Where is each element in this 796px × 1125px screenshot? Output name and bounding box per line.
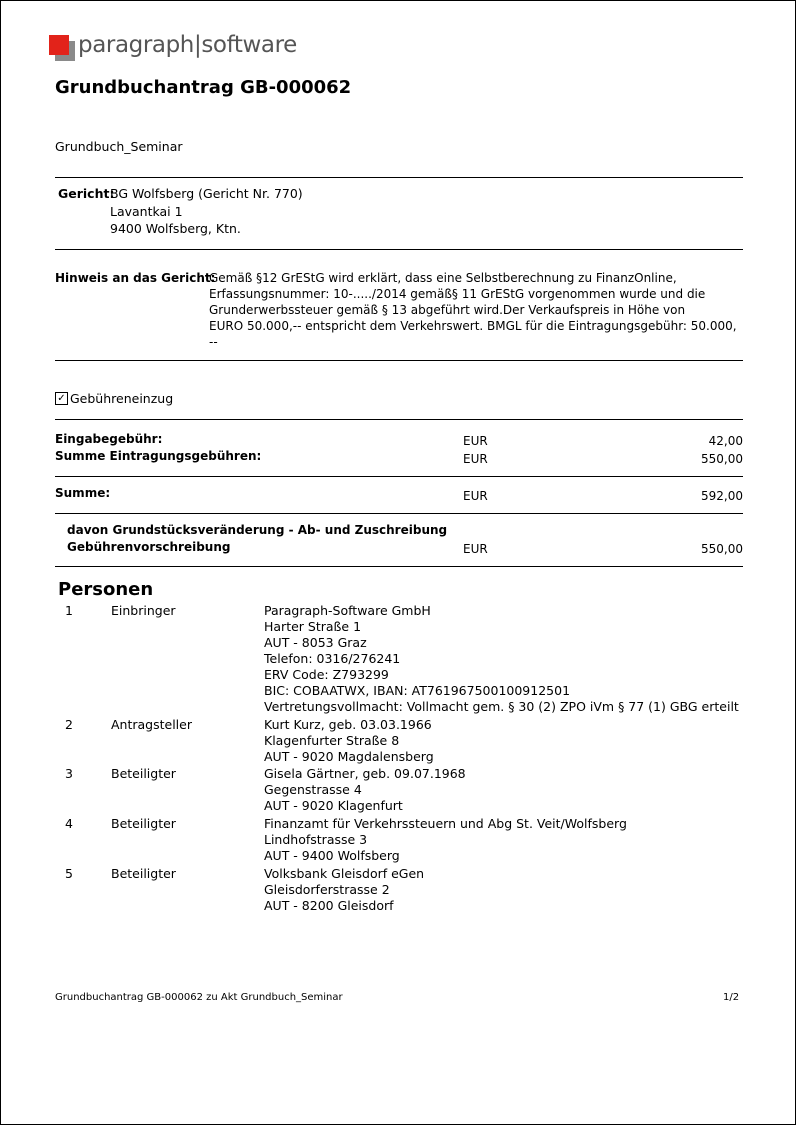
persons-title: Personen — [58, 579, 154, 600]
gebuehreneinzug-label: Gebühreneinzug — [70, 391, 174, 406]
hinweis-line: EURO 50.000,-- entspricht dem Verkehrswert. BMGL für die Eintragungsgebühr: 50.000, — [209, 319, 737, 333]
eingabe-label: Eingabegebühr: — [55, 432, 163, 446]
person-line: Kurt Kurz, geb. 03.03.1966 — [264, 717, 432, 732]
person-number: 2 — [65, 717, 73, 732]
eingabe-amount: 42,00 — [708, 434, 743, 448]
person-line: BIC: COBAATWX, IBAN: AT761967500100912501 — [264, 683, 571, 698]
eintragung-currency: EUR — [463, 452, 488, 466]
divider — [55, 249, 743, 250]
person-line: Klagenfurter Straße 8 — [264, 733, 400, 748]
person-details — [264, 717, 434, 765]
person-line: ERV Code: Z793299 — [264, 667, 389, 682]
divider — [55, 177, 743, 178]
divider — [55, 360, 743, 361]
summe-currency: EUR — [463, 489, 488, 503]
hinweis-line: -- — [209, 335, 218, 349]
person-line: Finanzamt für Verkehrssteuern und Abg St. Veit/Wolfsberg — [264, 816, 627, 831]
eintragung-amount: 550,00 — [701, 452, 743, 466]
gericht-line: 9400 Wolfsberg, Ktn. — [110, 221, 241, 236]
person-line: Paragraph-Software GmbH — [264, 603, 431, 618]
hinweis-line: Grunderwerbssteuer gemäß § 13 abgeführt wird.Der Verkaufspreis in Höhe von — [209, 303, 686, 317]
person-line: Gleisdorferstrasse 2 — [264, 882, 390, 897]
divider — [55, 566, 743, 567]
divider — [55, 513, 743, 514]
person-line: Gisela Gärtner, geb. 09.07.1968 — [264, 766, 466, 781]
person-line: Volksbank Gleisdorf eGen — [264, 866, 425, 881]
person-role: Beteiligter — [111, 816, 176, 831]
person-number: 5 — [65, 866, 73, 881]
gebuehreneinzug-checkbox[interactable]: ✓ — [55, 392, 68, 405]
person-line: AUT - 8200 Gleisdorf — [264, 898, 394, 913]
person-details — [264, 603, 739, 715]
eingabe-currency: EUR — [463, 434, 488, 448]
hinweis-text — [209, 271, 737, 351]
gebuehrenvorschreibung-label: Gebührenvorschreibung — [67, 540, 231, 554]
davon-currency: EUR — [463, 542, 488, 556]
footer-text: Grundbuchantrag GB-000062 zu Akt Grundbuch_Seminar — [55, 992, 343, 1003]
divider — [55, 476, 743, 477]
person-line: Lindhofstrasse 3 — [264, 832, 368, 847]
page-title: Grundbuchantrag GB-000062 — [55, 77, 352, 98]
person-role: Beteiligter — [111, 766, 176, 781]
eintragung-label: Summe Eintragungsgebühren: — [55, 449, 262, 463]
summe-label: Summe: — [55, 486, 111, 500]
gericht-label: Gericht: — [58, 186, 115, 201]
person-line: AUT - 9020 Klagenfurt — [264, 798, 403, 813]
person-line: Harter Straße 1 — [264, 619, 362, 634]
person-details — [264, 766, 466, 814]
person-number: 1 — [65, 603, 73, 618]
person-role: Einbringer — [111, 603, 176, 618]
davon-amount: 550,00 — [701, 542, 743, 556]
summe-amount: 592,00 — [701, 489, 743, 503]
logo-square-icon — [49, 35, 69, 55]
person-line: AUT - 9400 Wolfsberg — [264, 848, 400, 863]
person-role: Beteiligter — [111, 866, 176, 881]
person-role: Antragsteller — [111, 717, 192, 732]
person-details — [264, 816, 627, 864]
gericht-line: Lavantkai 1 — [110, 203, 183, 219]
akt-name: Grundbuch_Seminar — [55, 139, 183, 154]
person-line: AUT - 9020 Magdalensberg — [264, 749, 434, 764]
person-details — [264, 866, 424, 914]
page-number: 1/2 — [723, 992, 740, 1003]
person-line: AUT - 8053 Graz — [264, 635, 367, 650]
gericht-address — [110, 186, 303, 239]
hinweis-line: Gemäß §12 GrEStG wird erklärt, dass eine Selbstberechnung zu FinanzOnline, — [209, 271, 677, 285]
person-line: Vertretungsvollmacht: Vollmacht gem. § 30 (2) ZPO iVm § 77 (1) GBG erteilt — [264, 699, 739, 714]
person-line: Telefon: 0316/276241 — [264, 651, 401, 666]
hinweis-label: Hinweis an das Gericht: — [55, 271, 216, 285]
logo-text: paragraph|software — [78, 32, 297, 58]
person-number: 4 — [65, 816, 73, 831]
person-number: 3 — [65, 766, 73, 781]
davon-label: davon Grundstücksveränderung - Ab- und Zuschreibung — [67, 523, 448, 537]
person-line: Gegenstrasse 4 — [264, 782, 362, 797]
hinweis-line: Erfassungsnummer: 10-...../2014 gemäß§ 11 GrEStG vorgenommen wurde und die — [209, 287, 706, 301]
gericht-line: BG Wolfsberg (Gericht Nr. 770) — [110, 186, 303, 201]
divider — [55, 419, 743, 420]
